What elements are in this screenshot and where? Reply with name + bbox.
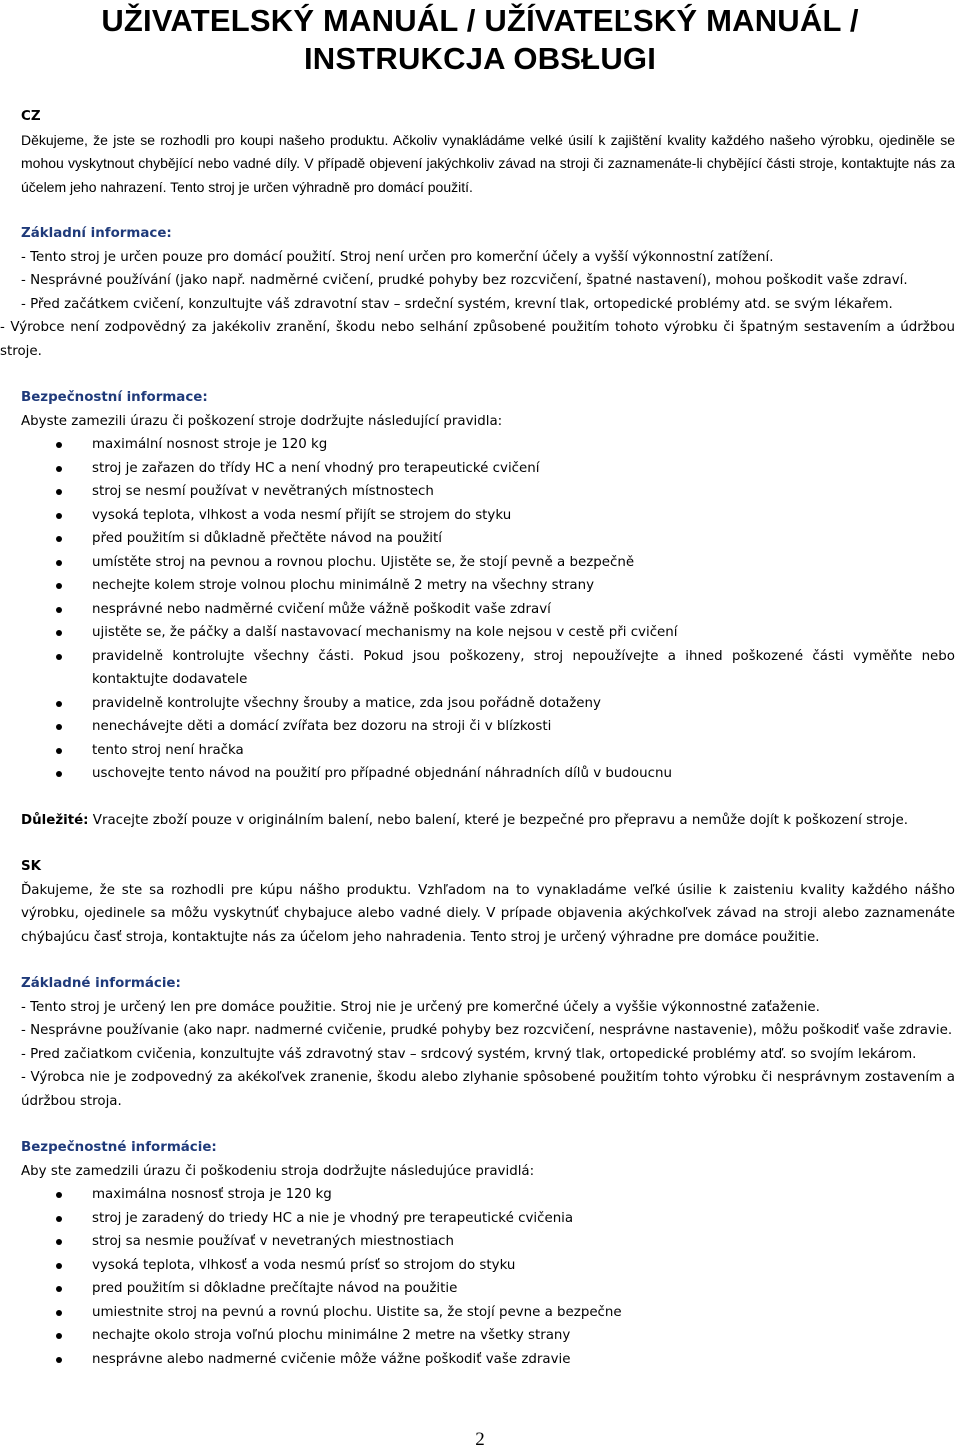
list-item: tento stroj není hračka	[21, 739, 955, 763]
list-item: uschovejte tento návod na použití pro případné objednání náhradních dílů v budoucnu	[21, 762, 955, 786]
spacer	[21, 832, 955, 855]
document-title: UŽIVATELSKÝ MANUÁL / UŽÍVATEĽSKÝ MANUÁL / INSTRUKCJA OBSŁUGI	[101, 3, 859, 76]
list-item: vysoká teplota, vlhkosť a voda nesmú prísť so strojom do styku	[21, 1254, 955, 1278]
sk-safety-intro: Aby ste zamedzili úrazu či poškodeniu stroja dodržujte následujúce pravidlá:	[21, 1163, 535, 1179]
sk-basic-line: - Pred začiatkom cvičenia, konzultujte váš zdravotný stav – srdcový systém, krvný tlak, ortopedické problémy atď. so svojím lekárom.	[21, 1046, 917, 1062]
sk-basic-line: - Nesprávne používanie (ako napr. nadmerné cvičenie, prudké pohyby bez rozcvičení, nesprávne nastavenie), môžu poškodiť vaše zdravie.	[21, 1023, 953, 1038]
list-item: umiestnite stroj na pevnú a rovnú plochu. Uistite sa, že stojí pevne a bezpečne	[21, 1301, 955, 1325]
sk-basic-line: - Tento stroj je určený len pre domáce použitie. Stroj nie je určený pre komerčné účely a vyššie výkonnostné zaťaženie.	[21, 999, 820, 1015]
list-item: stroj sa nesmie používať v nevetraných miestnostiach	[21, 1230, 955, 1254]
list-item: nenechávejte děti a domácí zvířata bez dozoru na stroji či v blízkosti	[21, 715, 955, 739]
list-item: maximální nosnost stroje je 120 kg	[21, 433, 955, 457]
spacer	[21, 363, 955, 386]
cz-basic-line: - Tento stroj je určen pouze pro domácí použití. Stroj není určen pro komerční účely a vyšší výkonnostní zatížení.	[21, 249, 774, 265]
list-item: maximálna nosnosť stroja je 120 kg	[21, 1183, 955, 1207]
list-item: stroj je zařazen do třídy HC a není vhodný pro terapeutické cvičení	[21, 457, 955, 481]
list-item: umístěte stroj na pevnou a rovnou plochu. Ujistěte se, že stojí pevně a bezpečně	[21, 551, 955, 575]
cz-safety-list	[21, 433, 955, 786]
cz-basic-heading: Základní informace:	[21, 226, 172, 241]
list-item: nesprávné nebo nadměrné cvičení může vážně poškodit vaše zdraví	[21, 598, 955, 622]
spacer	[21, 199, 955, 222]
list-item: ujistěte se, že páčky a další nastavovací mechanismy na kole nejsou v cestě při cvičení	[21, 621, 955, 645]
list-item: nechajte okolo stroja voľnú plochu minimálne 2 metre na všetky strany	[21, 1324, 955, 1348]
important-label: Důležité:	[21, 812, 89, 828]
list-item: nesprávne alebo nadmerné cvičenie môže vážne poškodiť vaše zdravie	[21, 1348, 955, 1372]
spacer	[21, 1113, 955, 1136]
cz-important-note	[21, 809, 955, 833]
sk-safety-heading: Bezpečnostné informácie:	[21, 1140, 217, 1155]
list-item: pravidelně kontrolujte všechny šrouby a matice, zda jsou pořádně dotaženy	[21, 692, 955, 716]
sk-basic-heading: Základné informácie:	[21, 976, 181, 991]
important-text: Vracejte zboží pouze v originálním balení, nebo balení, které je bezpečné pro přepravu a nemůže dojít k poškození stroje.	[88, 812, 908, 828]
sk-intro: Ďakujeme, že ste sa rozhodli pre kúpu nášho produktu. Vzhľadom na to vynakladáme veľké úsilie k zaisteniu kvality každého nášho výrobku, ojedinele sa môžu vyskytnúť chybajuce alebo vadné diely. V prípade objavenia akýchkoľvek závad na stroji alebo zaznamenáte chýbajúcu časť stroja, kontaktujte nás za účelom jeho nahradenia. Tento stroj je určený výhradne pre domáce použitie.	[21, 882, 955, 945]
cz-basic-line: - Před začátkem cvičení, konzultujte váš zdravotní stav – srdeční systém, krevní tlak, ortopedické problémy atd. se svým lékařem.	[21, 296, 893, 312]
list-item: pred použitím si dôkladne prečítajte návod na použitie	[21, 1277, 955, 1301]
list-item: před použitím si důkladně přečtěte návod na použití	[21, 527, 955, 551]
page-number: 2	[475, 1429, 485, 1450]
list-item: nechejte kolem stroje volnou plochu minimálně 2 metry na všechny strany	[21, 574, 955, 598]
cz-intro: Děkujeme, že jste se rozhodli pro koupi našeho produktu. Ačkoliv vynakládáme velké úsilí k zajištění kvality každého našeho výrobku, ojediněle se mohou vyskytnout chybějící nebo vadné díly. V případě objevení jakýchkoliv závad na stroji či zaznamenáte-li chybějící části stroje, kontaktujte nás za účelem jeho nahrazení. Tento stroj je určen výhradně pro domácí použití.	[21, 131, 955, 195]
section-lang-cz: CZ	[21, 109, 41, 124]
cz-basic-line: - Výrobce není zodpovědný za jakékoliv zranění, škodu nebo selhání způsobené použitím tohoto výrobku či špatným sestavením a údržbou stroje.	[0, 320, 955, 359]
list-item: vysoká teplota, vlhkost a voda nesmí přijít se strojem do styku	[21, 504, 955, 528]
cz-safety-intro: Abyste zamezili úrazu či poškození stroje dodržujte následující pravidla:	[21, 413, 503, 429]
cz-basic-line: - Nesprávné používání (jako např. nadměrné cvičení, prudké pohyby bez rozcvičení, špatné nastavení), mohou poškodit vaše zdraví.	[21, 273, 908, 288]
cz-safety-heading: Bezpečnostní informace:	[21, 390, 208, 405]
spacer	[21, 786, 955, 809]
document-body	[0, 105, 955, 1371]
section-lang-sk: SK	[21, 859, 42, 874]
sk-basic-line: - Výrobca nie je zodpovedný za akékoľvek zranenie, škodu alebo zlyhanie spôsobené použitím tohto výrobku či nesprávnym zostavením a údržbou stroja.	[21, 1070, 955, 1109]
list-item: stroj se nesmí používat v nevětraných místnostech	[21, 480, 955, 504]
sk-safety-list	[21, 1183, 955, 1371]
spacer	[21, 949, 955, 972]
list-item: pravidelně kontrolujte všechny části. Pokud jsou poškozeny, stroj nepoužívejte a ihned poškozené části vyměňte nebo kontaktujte dodavatele	[21, 645, 955, 692]
list-item: stroj je zaradený do triedy HC a nie je vhodný pre terapeutické cvičenia	[21, 1207, 955, 1231]
